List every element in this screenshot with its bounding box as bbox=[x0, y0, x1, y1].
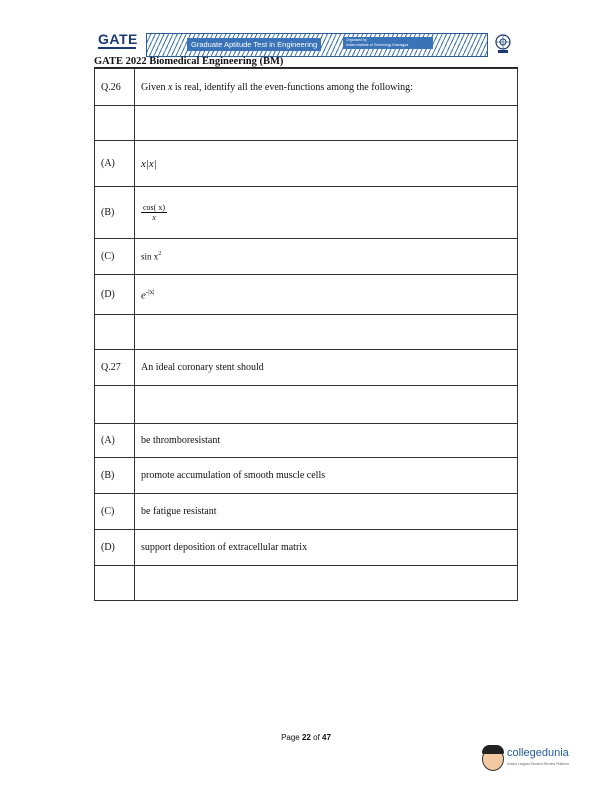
option-label: (C) bbox=[95, 239, 135, 275]
question-row bbox=[95, 69, 518, 106]
option-label: (C) bbox=[95, 494, 135, 530]
option-c-expression: $\sin x^2$ bbox=[135, 239, 518, 275]
option-label: (B) bbox=[95, 187, 135, 239]
option-text: be thromboresistant bbox=[135, 424, 518, 458]
option-label: (A) bbox=[95, 141, 135, 187]
collegedunia-watermark bbox=[482, 745, 582, 775]
question-text: Given x is real, identify all the even-functions among the following: bbox=[135, 69, 518, 106]
option-row bbox=[95, 141, 518, 187]
gate-logo bbox=[98, 32, 142, 58]
option-text: be fatigue resistant bbox=[135, 494, 518, 530]
option-row bbox=[95, 187, 518, 239]
page-total: 47 bbox=[322, 733, 331, 742]
banner-title: Graduate Aptitude Test in Engineering bbox=[187, 38, 321, 51]
header-banner bbox=[146, 33, 488, 57]
option-row bbox=[95, 458, 518, 494]
option-b-expression: $\frac{\cos( x)}{x}$ bbox=[135, 187, 518, 239]
option-d-expression: $e^{-|x|}$ bbox=[135, 275, 518, 315]
option-text: support deposition of extracellular matrix bbox=[135, 530, 518, 566]
page-number: 22 bbox=[301, 733, 311, 742]
of-word: of bbox=[313, 733, 320, 742]
question-text: An ideal coronary stent should bbox=[135, 350, 518, 386]
option-row bbox=[95, 424, 518, 458]
option-label: (D) bbox=[95, 530, 135, 566]
option-a-expression: x|x| bbox=[135, 141, 518, 187]
question-row bbox=[95, 350, 518, 386]
spacer-row bbox=[95, 386, 518, 424]
page-word: Page bbox=[281, 733, 300, 742]
question-number: Q.26 bbox=[95, 69, 135, 106]
question-number: Q.27 bbox=[95, 350, 135, 386]
spacer-row bbox=[95, 106, 518, 141]
spacer-row bbox=[95, 315, 518, 350]
option-label: (B) bbox=[95, 458, 135, 494]
document-title: GATE 2022 Biomedical Engineering (BM) bbox=[94, 56, 284, 67]
iit-emblem-icon bbox=[494, 34, 512, 54]
option-label: (A) bbox=[95, 424, 135, 458]
spacer-row bbox=[95, 566, 518, 601]
gate-logo-text: GATE bbox=[98, 31, 138, 47]
question-table bbox=[94, 68, 518, 601]
option-label: (D) bbox=[95, 275, 135, 315]
watermark-tagline: India's Largest Student Review Platform bbox=[507, 762, 570, 766]
option-text: promote accumulation of smooth muscle cells bbox=[135, 458, 518, 494]
option-row bbox=[95, 494, 518, 530]
page-footer bbox=[0, 733, 612, 742]
option-row bbox=[95, 275, 518, 315]
option-row bbox=[95, 239, 518, 275]
option-row bbox=[95, 530, 518, 566]
watermark-name: collegedunia bbox=[507, 747, 569, 759]
banner-organiser: Organised by Indian Institute of Technology Kharagpur bbox=[343, 37, 433, 49]
